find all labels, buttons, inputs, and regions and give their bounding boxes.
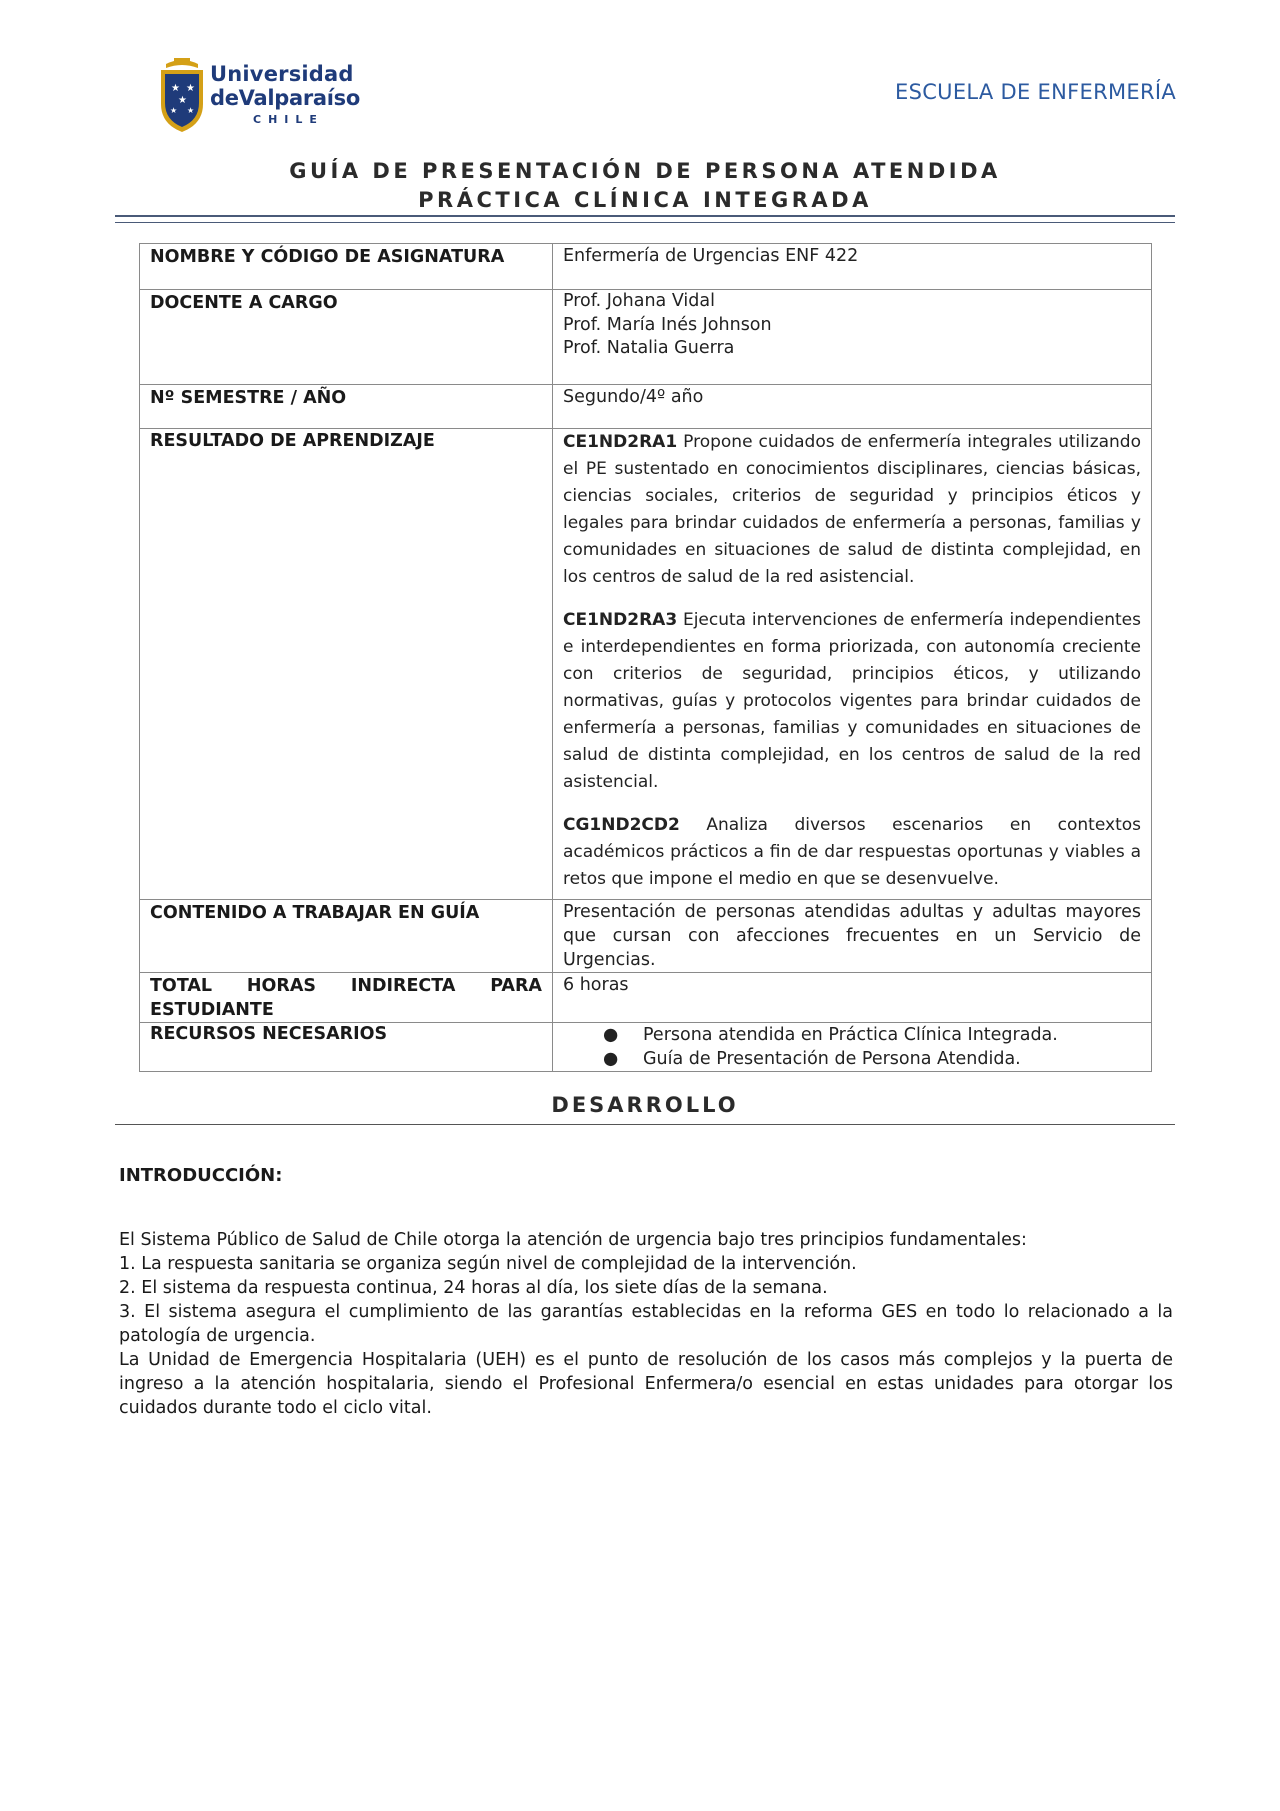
value-resultado	[553, 429, 1152, 900]
svg-text:★: ★	[170, 106, 178, 115]
list-item: ● Persona atendida en Práctica Clínica Integrada.	[603, 1025, 1058, 1045]
course-info-table	[139, 243, 1152, 1072]
university-logo	[158, 58, 361, 136]
svg-text:★: ★	[178, 95, 187, 106]
label-horas: TOTAL HORAS INDIRECTA PARA ESTUDIANTE	[140, 973, 553, 1023]
resultado-1: CE1ND2RA1 Propone cuidados de enfermería integrales utilizando el PE sustentado en conocimientos disciplinares, ciencias básicas, ciencias sociales, criterios de seguridad y principios éticos y legales para brindar cuidados de enfermería a personas, familias y comunidades en situaciones de salud de distinta complejidad, en los centros de salud de la red asistencial.	[563, 432, 1141, 587]
intro-paragraph: 1. La respuesta sanitaria se organiza según nivel de complejidad de la intervención.	[119, 1254, 857, 1274]
value-asignatura: Enfermería de Urgencias ENF 422	[553, 244, 1152, 290]
title-divider	[115, 215, 1175, 223]
value-semestre: Segundo/4º año	[553, 385, 1152, 429]
desarrollo-title: DESARROLLO	[551, 1093, 739, 1117]
logo-line3: CHILE	[253, 113, 324, 126]
bullet-icon: ●	[603, 1025, 619, 1045]
docente-3: Prof. Natalia Guerra	[563, 338, 735, 358]
school-name: ESCUELA DE ENFERMERÍA	[895, 80, 1176, 104]
value-contenido: Presentación de personas atendidas adultas y adultas mayores que cursan con afecciones frecuentes en un Servicio de Urgencias.	[553, 900, 1152, 973]
intro-paragraph: El Sistema Público de Salud de Chile otorga la atención de urgencia bajo tres principios fundamentales:	[119, 1230, 1027, 1250]
table-row	[140, 385, 1152, 429]
svg-text:★: ★	[187, 106, 195, 115]
table-row	[140, 244, 1152, 290]
svg-text:★: ★	[186, 83, 195, 94]
table-row	[140, 973, 1152, 1023]
table-row	[140, 900, 1152, 973]
shield-crest-icon	[158, 58, 206, 136]
value-docente	[553, 290, 1152, 385]
label-resultado: RESULTADO DE APRENDIZAJE	[140, 429, 553, 900]
label-recursos: RECURSOS NECESARIOS	[140, 1023, 553, 1072]
resultado-3: CG1ND2CD2 Analiza diversos escenarios en contextos académicos prácticos a fin de dar respuestas oportunas y viables a retos que impone el medio en que se desenvuelve.	[563, 815, 1141, 889]
value-recursos	[553, 1023, 1152, 1072]
list-item: ● Guía de Presentación de Persona Atendida.	[603, 1049, 1021, 1069]
table-row	[140, 429, 1152, 900]
logo-line2: deValparaíso	[210, 86, 361, 110]
doc-title-line1: GUÍA DE PRESENTACIÓN DE PERSONA ATENDIDA	[289, 159, 1001, 183]
intro-paragraph: La Unidad de Emergencia Hospitalaria (UEH) es el punto de resolución de los casos más complejos y la puerta de ingreso a la atención hospitalaria, siendo el Profesional Enfermera/o esencial en estas unidades para otorgar los cuidados durante todo el ciclo vital.	[119, 1350, 1173, 1418]
intro-paragraph: 3. El sistema asegura el cumplimiento de las garantías establecidas en la reforma GES en todo lo relacionado a la patología de urgencia.	[119, 1302, 1173, 1346]
intro-heading: INTRODUCCIÓN:	[119, 1165, 283, 1186]
table-row	[140, 290, 1152, 385]
label-asignatura: NOMBRE Y CÓDIGO DE ASIGNATURA	[140, 244, 553, 290]
resultado-2: CE1ND2RA3 Ejecuta intervenciones de enfermería independientes e interdependientes en forma priorizada, con autonomía creciente con criterios de seguridad, principios éticos, y utilizando normativas, guías y protocolos vigentes para brindar cuidados de enfermería a personas, familias y comunidades en situaciones de salud de distinta complejidad, en los centros de salud de la red asistencial.	[563, 610, 1141, 792]
desarrollo-divider	[115, 1124, 1175, 1125]
docente-2: Prof. María Inés Johnson	[563, 314, 772, 335]
table-row	[140, 1023, 1152, 1072]
value-horas: 6 horas	[553, 973, 1152, 1023]
intro-body	[119, 1228, 1173, 1420]
logo-line1: Universidad	[210, 62, 354, 86]
label-docente: DOCENTE A CARGO	[140, 290, 553, 385]
label-contenido: CONTENIDO A TRABAJAR EN GUÍA	[140, 900, 553, 973]
bullet-icon: ●	[603, 1049, 619, 1069]
intro-paragraph: 2. El sistema da respuesta continua, 24 horas al día, los siete días de la semana.	[119, 1278, 828, 1298]
svg-text:★: ★	[171, 83, 180, 94]
docente-1: Prof. Johana Vidal	[563, 291, 715, 311]
doc-title-line2: PRÁCTICA CLÍNICA INTEGRADA	[418, 188, 872, 212]
label-semestre: Nº SEMESTRE / AÑO	[140, 385, 553, 429]
